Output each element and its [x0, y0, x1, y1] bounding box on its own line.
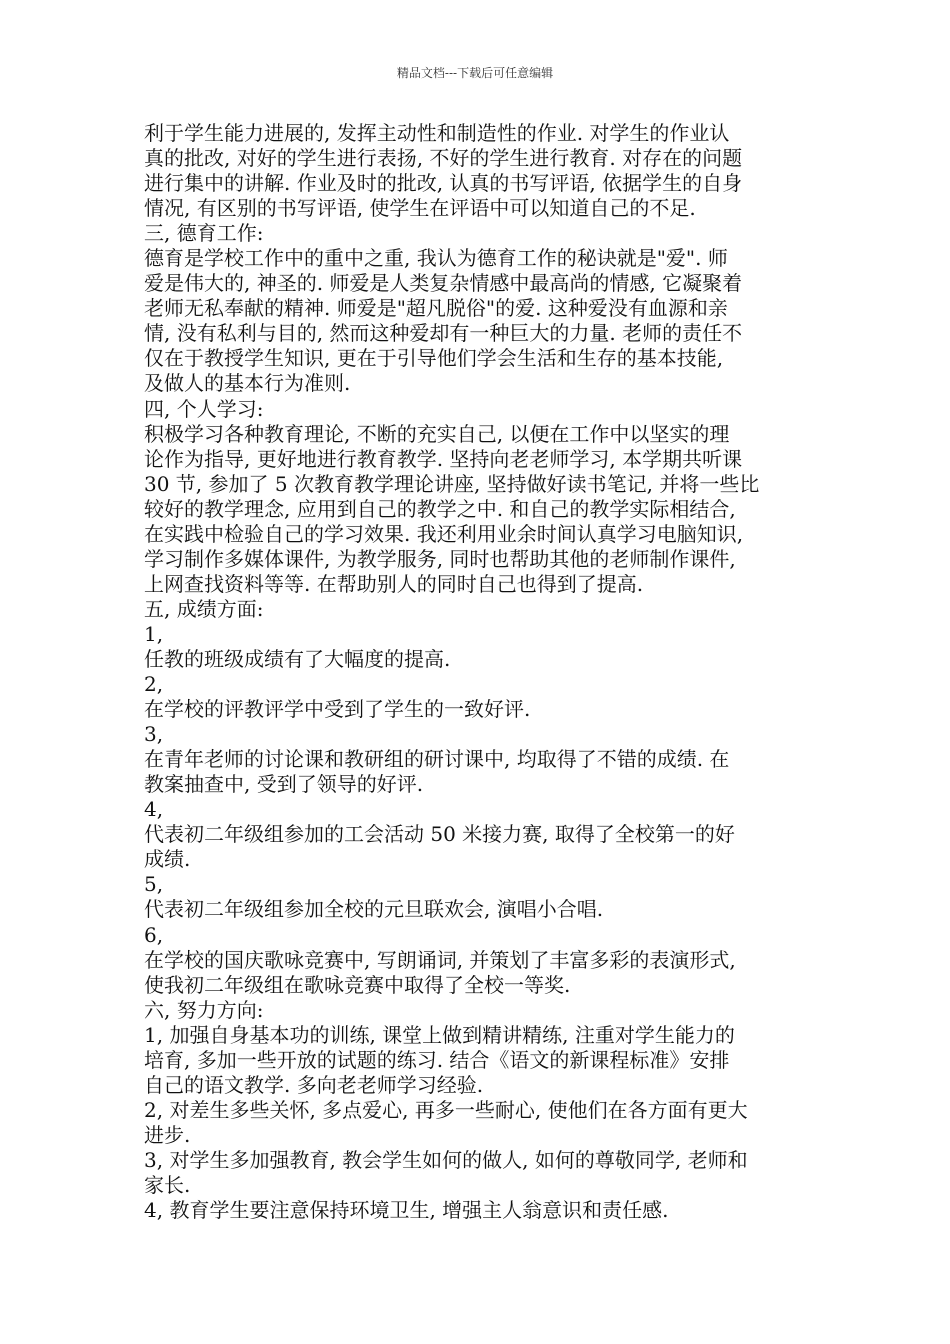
- text-line: 情, 没有私利与目的, 然而这种爱却有一种巨大的力量. 老师的责任不: [144, 321, 743, 346]
- text-line: 利于学生能力进展的, 发挥主动性和制造性的作业. 对学生的作业认: [144, 121, 730, 145]
- text-line: 爱是伟大的, 神圣的. 师爱是人类复杂情感中最高尚的情感, 它凝聚着: [144, 271, 743, 296]
- text-line: 培育, 多加一些开放的试题的练习. 结合《语文的新课程标准》安排: [144, 1047, 730, 1072]
- text-line: 3, 对学生多加强教育, 教会学生如何的做人, 如何的尊敬同学, 老师和: [144, 1147, 748, 1172]
- text-line: 任教的班级成绩有了大幅度的提高.: [144, 646, 451, 671]
- section-heading: 五, 成绩方面:: [144, 596, 264, 621]
- list-number: 5,: [144, 872, 164, 897]
- list-number: 6,: [144, 922, 164, 947]
- text-line: 自己的语文教学. 多向老老师学习经验.: [144, 1072, 484, 1097]
- text-line: 在学校的国庆歌咏竞赛中, 写朗诵词, 并策划了丰富多彩的表演形式,: [144, 947, 736, 972]
- section-heading: 三, 德育工作:: [144, 221, 264, 246]
- page-header: 精品文档---下载后可任意编辑: [396, 66, 554, 80]
- text-line: 使我初二年级组在歌咏竞赛中取得了全校一等奖.: [144, 972, 571, 997]
- text-line: 论作为指导, 更好地进行教育教学. 坚持向老老师学习, 本学期共听课: [144, 446, 743, 471]
- list-number: 3,: [144, 722, 164, 747]
- text-line: 在实践中检验自己的学习效果. 我还利用业余时间认真学习电脑知识,: [144, 521, 744, 546]
- text-line: 4, 教育学生要注意保持环境卫生, 增强主人翁意识和责任感.: [144, 1198, 669, 1223]
- text-line: 及做人的基本行为准则.: [144, 371, 351, 396]
- text-line: 德育是学校工作中的重中之重, 我认为德育工作的秘诀就是"爱". 师: [144, 246, 728, 271]
- document-body: [144, 121, 814, 1223]
- text-line: 较好的教学理念, 应用到自己的教学之中. 和自己的教学实际相结合,: [144, 496, 736, 521]
- list-number: 2,: [144, 672, 164, 697]
- text-line: 上网查找资料等等. 在帮助别人的同时自己也得到了提高.: [144, 571, 644, 596]
- text-line: 进步.: [144, 1122, 191, 1147]
- text-line: 教案抽查中, 受到了领导的好评.: [144, 772, 424, 797]
- text-line: 老师无私奉献的精神. 师爱是"超凡脱俗"的爱. 这种爱没有血源和亲: [144, 296, 728, 321]
- text-line: 在青年老师的讨论课和教研组的研讨课中, 均取得了不错的成绩. 在: [144, 747, 730, 772]
- text-line: 家长.: [144, 1172, 191, 1197]
- text-line: 2, 对差生多些关怀, 多点爱心, 再多一些耐心, 使他们在各方面有更大: [144, 1097, 748, 1122]
- text-line: 进行集中的讲解. 作业及时的批改, 认真的书写评语, 依据学生的自身: [144, 171, 743, 196]
- text-line: 积极学习各种教育理论, 不断的充实自己, 以便在工作中以坚实的理: [144, 421, 730, 446]
- list-number: 4,: [144, 797, 164, 822]
- text-line: 在学校的评教评学中受到了学生的一致好评.: [144, 697, 531, 722]
- text-line: 仅在于教授学生知识, 更在于引导他们学会生活和生存的基本技能,: [144, 346, 724, 371]
- list-number: 1,: [144, 621, 164, 646]
- text-line: 1, 加强自身基本功的训练, 课堂上做到精讲精练, 注重对学生能力的: [144, 1022, 735, 1047]
- text-line: 代表初二年级组参加全校的元旦联欢会, 演唱小合唱.: [144, 897, 604, 922]
- section-heading: 六, 努力方向:: [144, 997, 264, 1022]
- text-line: 学习制作多媒体课件, 为教学服务, 同时也帮助其他的老师制作课件,: [144, 546, 736, 571]
- text-line: 成绩.: [144, 847, 191, 872]
- text-line: 情况, 有区别的书写评语, 使学生在评语中可以知道自己的不足.: [144, 196, 696, 221]
- section-heading: 四, 个人学习:: [144, 396, 264, 421]
- text-line: 真的批改, 对好的学生进行表扬, 不好的学生进行教育. 对存在的问题: [144, 146, 743, 171]
- text-line: 30 节, 参加了 5 次教育教学理论讲座, 坚持做好读书笔记, 并将一些比: [144, 471, 760, 496]
- text-line: 代表初二年级组参加的工会活动 50 米接力赛, 取得了全校第一的好: [144, 822, 735, 847]
